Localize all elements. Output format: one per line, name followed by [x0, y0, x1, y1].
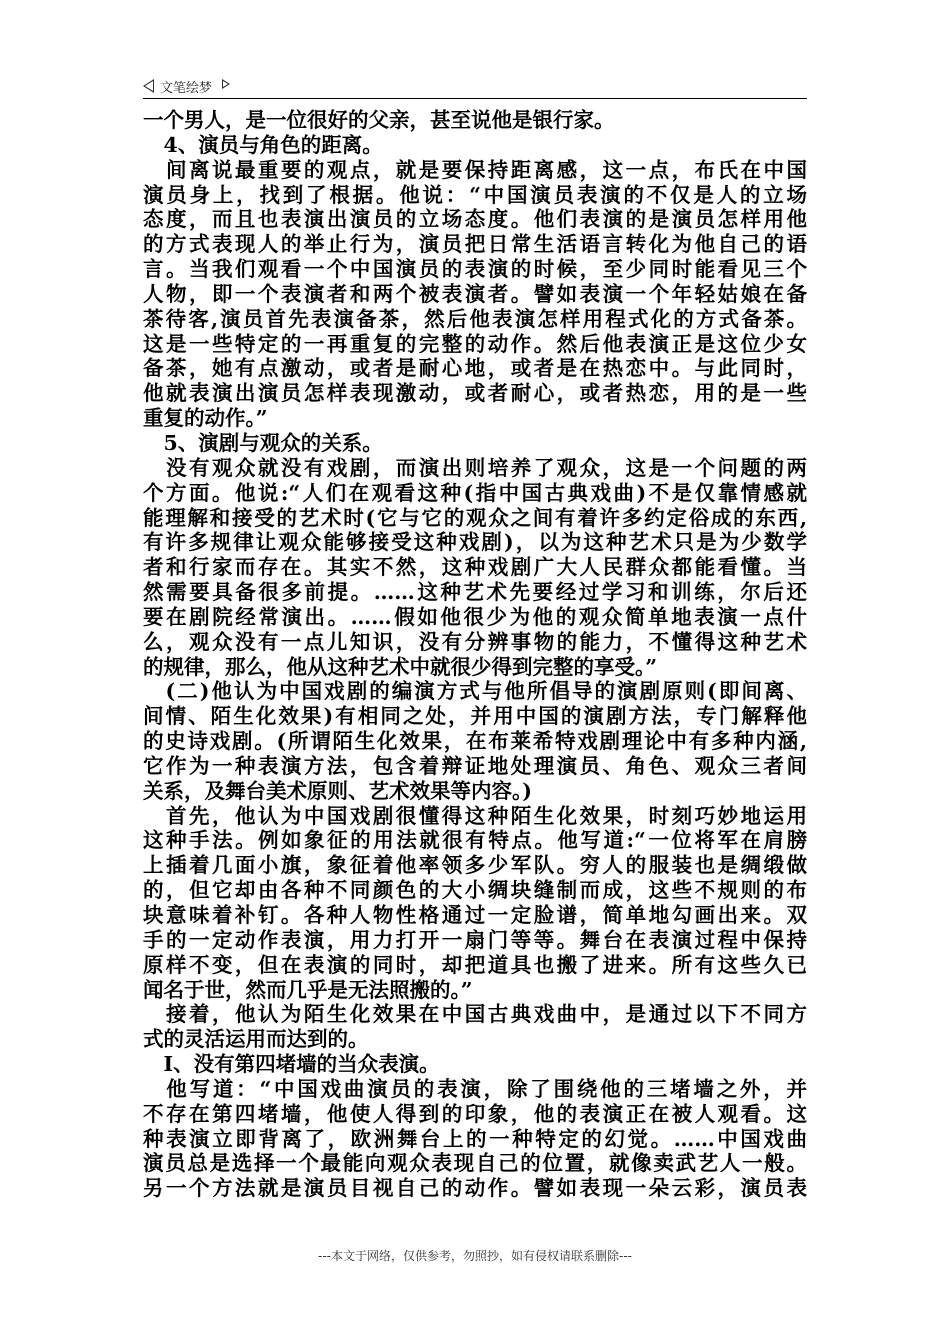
- text-line: 没有观众就没有戏剧，而演出则培养了观众，这是一个问题的两: [143, 455, 807, 480]
- triangle-right-icon: [222, 79, 230, 89]
- text-line: I、没有第四堵墙的当众表演。: [143, 1052, 440, 1077]
- text-line: 间情、陌生化效果)有相同之处，并用中国的演剧方法，专门解释他: [143, 704, 807, 729]
- text-line: 的方式表现人的举止行为，演员把日常生活语言转化为他自己的语: [143, 232, 807, 257]
- text-line: 个方面。他说:“人们在观看这种(指中国古典戏曲)不是仅靠情感就: [143, 480, 807, 505]
- text-line: (二)他认为中国戏剧的编演方式与他所倡导的演剧原则(即间离、: [143, 679, 807, 704]
- text-line: 式的灵活运用而达到的。: [143, 1027, 369, 1052]
- text-line: 他写道：“中国戏曲演员的表演，除了围绕他的三堵墙之外，并: [143, 1076, 807, 1101]
- text-line: 他就表演出演员怎样表现激动，或者耐心，或者热恋，用的是一些: [143, 381, 807, 406]
- text-line: 关系，及舞台美术原则、艺术效果等内容。): [143, 778, 532, 803]
- text-line: 的规律，那么，他从这种艺术中就很少得到完整的享受。”: [143, 654, 658, 679]
- text-line: 演员身上，找到了根据。他说：“中国演员表演的不仅是人的立场: [143, 182, 807, 207]
- text-line: 接着，他认为陌生化效果在中国古典戏曲中，是通过以下不同方: [143, 1002, 807, 1027]
- text-line: 备茶，她有点激动，或者是耐心地，或者是在热恋中。与此同时，: [143, 356, 807, 381]
- text-line: 它作为一种表演方法，包含着辩证地处理演员、角色、观众三者间: [143, 753, 807, 778]
- page-footer: ---本文于网络，仅供参考，勿照抄，如有侵权请联系删除---: [318, 1249, 632, 1263]
- header-divider: [143, 98, 807, 99]
- text-line: 的史诗戏剧。(所谓陌生化效果，在布莱希特戏剧理论中有多种内涵,: [143, 729, 807, 754]
- text-line: 重复的动作。”: [143, 406, 268, 431]
- text-line: 块意味着补钉。各种人物性格通过一定脸谱，简单地勾画出来。双: [143, 903, 807, 927]
- text-line: 要在剧院经常演出。……假如他很少为他的观众简单地表演一点什: [143, 604, 807, 629]
- text-line: 种表演立即背离了，欧洲舞台上的一种特定的幻觉。……中国戏曲: [143, 1126, 807, 1151]
- text-line: 能理解和接受的艺术时(它与它的观众之间有着许多约定俗成的东西,: [143, 505, 807, 530]
- text-line: 间离说最重要的观点，就是要保持距离感，这一点，布氏在中国: [143, 157, 807, 182]
- text-line: 不存在第四堵墙，他使人得到的印象，他的表演正在被人观看。这: [143, 1101, 807, 1126]
- page-header: [143, 74, 807, 98]
- text-line: 演员总是选择一个最能向观众表现自己的位置，就像卖武艺人一般。: [143, 1151, 807, 1176]
- text-line: 有许多规律让观众能够接受这种戏剧)，以为这种艺术只是为少数学: [143, 530, 807, 555]
- text-line: 首先，他认为中国戏剧很懂得这种陌生化效果，时刻巧妙地运用: [143, 803, 807, 828]
- text-line: 人物，即一个表演者和两个被表演者。譬如表演一个年轻姑娘在备: [143, 281, 807, 306]
- text-line: 上插着几面小旗，象征着他率领多少军队。穷人的服装也是绸缎做: [143, 853, 807, 878]
- header-title: 文笔绘梦: [160, 80, 213, 96]
- text-line: 这种手法。例如象征的用法就很有特点。他写道:“一位将军在肩膀: [143, 828, 807, 853]
- text-line: 一个男人，是一位很好的父亲，甚至说他是银行家。: [143, 108, 615, 132]
- triangle-left-icon: [143, 79, 154, 93]
- text-line: 4、演员与角色的距离。: [143, 132, 383, 157]
- text-line: 么，观众没有一点儿知识，没有分辨事物的能力，不懂得这种艺术: [143, 629, 807, 654]
- text-line: 者和行家而存在。其实不然，这种戏剧广大人民群众都能看懂。当: [143, 555, 807, 580]
- text-line: 原样不变，但在表演的同时，却把道具也搬了进来。所有这些久已: [143, 952, 807, 977]
- text-line: 5、演剧与观众的关系。: [143, 430, 383, 455]
- text-line: 然需要具备很多前提。……这种艺术先要经过学习和训练，尔后还: [143, 580, 807, 605]
- text-line: 闻名于世，然而几乎是无法照搬的。”: [143, 977, 473, 1002]
- text-line: 的，但它却由各种不同颜色的大小绸块缝制而成，这些不规则的布: [143, 878, 807, 903]
- text-line: 茶待客,演员首先表演备茶，然后他表演怎样用程式化的方式备茶。: [143, 306, 807, 331]
- text-line: 手的一定动作表演，用力打开一扇门等等。舞台在表演过程中保持: [143, 927, 807, 952]
- document-body: [143, 108, 807, 1201]
- text-line: 言。当我们观看一个中国演员的表演的时候，至少同时能看见三个: [143, 257, 807, 282]
- text-line: 态度，而且也表演出演员的立场态度。他们表演的是演员怎样用他: [143, 207, 807, 232]
- text-line: 另一个方法就是演员目视自己的动作。譬如表现一朵云彩，演员表: [143, 1176, 807, 1201]
- text-line: 这是一些特定的一再重复的完整的动作。然后他表演正是这位少女: [143, 331, 807, 356]
